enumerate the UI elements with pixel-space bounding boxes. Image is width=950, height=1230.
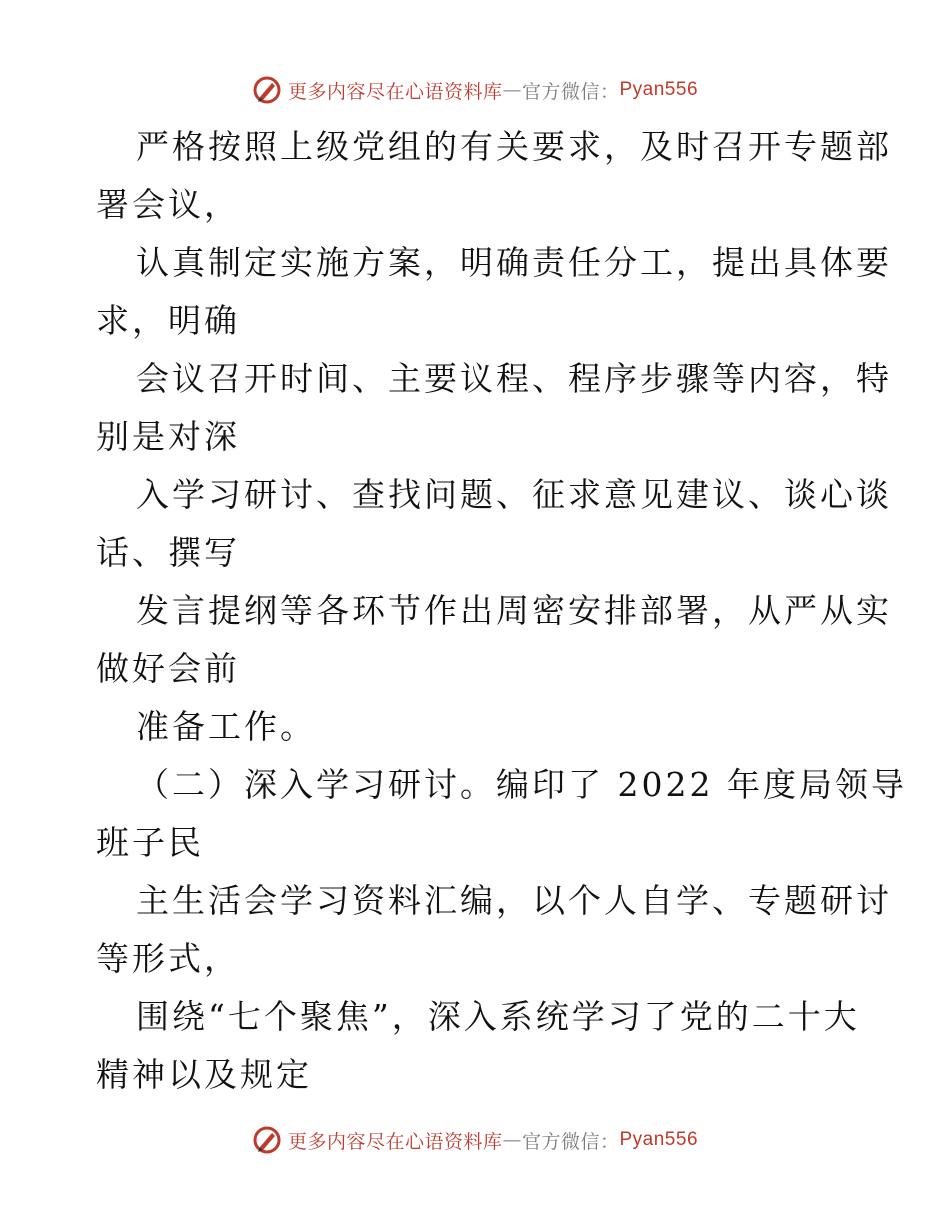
watermark-separator: — (502, 1129, 522, 1151)
text-line: 做好会前 (96, 649, 240, 688)
header-watermark (0, 70, 950, 110)
text-line: 等形式， (96, 939, 240, 978)
text-line: 话、撰写 (96, 533, 240, 572)
watermark-handle: Pyan556 (619, 1129, 699, 1150)
text-line: 主生活会学习资料汇编，以个人自学、专题研讨 (136, 881, 892, 920)
pen-logo-icon (252, 75, 282, 105)
section-heading-line: （二）深入学习研讨。编印了 2022 年度局领导 (136, 765, 907, 804)
watermark-separator: — (502, 79, 522, 101)
text-line: 精神以及规定 (96, 1055, 312, 1094)
watermark-lead: 更多内容尽在心语资料库 (287, 80, 503, 103)
pen-logo-icon (252, 1125, 282, 1155)
document-body (96, 118, 907, 1104)
text-line: 别是对深 (96, 417, 240, 456)
text-line: 围绕“七个聚焦”，深入系统学习了党的二十大 (136, 997, 860, 1036)
text-line: 入学习研讨、查找问题、征求意见建议、谈心谈 (136, 475, 892, 514)
watermark-official: 官方微信： (521, 1130, 620, 1153)
text-line: 发言提纲等各环节作出周密安排部署，从严从实 (136, 591, 892, 630)
text-line: 求，明确 (96, 301, 240, 340)
text-line: 严格按照上级党组的有关要求，及时召开专题部 (136, 127, 892, 166)
text-line: 会议召开时间、主要议程、程序步骤等内容，特 (136, 359, 892, 398)
text-line: 班子民 (96, 823, 204, 862)
watermark-lead: 更多内容尽在心语资料库 (287, 1130, 503, 1153)
text-line: 署会议， (96, 185, 240, 224)
watermark-official: 官方微信： (521, 80, 620, 103)
footer-watermark (0, 1120, 950, 1160)
text-line: 认真制定实施方案，明确责任分工，提出具体要 (136, 243, 892, 282)
text-line: 准备工作。 (136, 707, 316, 746)
watermark-handle: Pyan556 (619, 79, 699, 100)
